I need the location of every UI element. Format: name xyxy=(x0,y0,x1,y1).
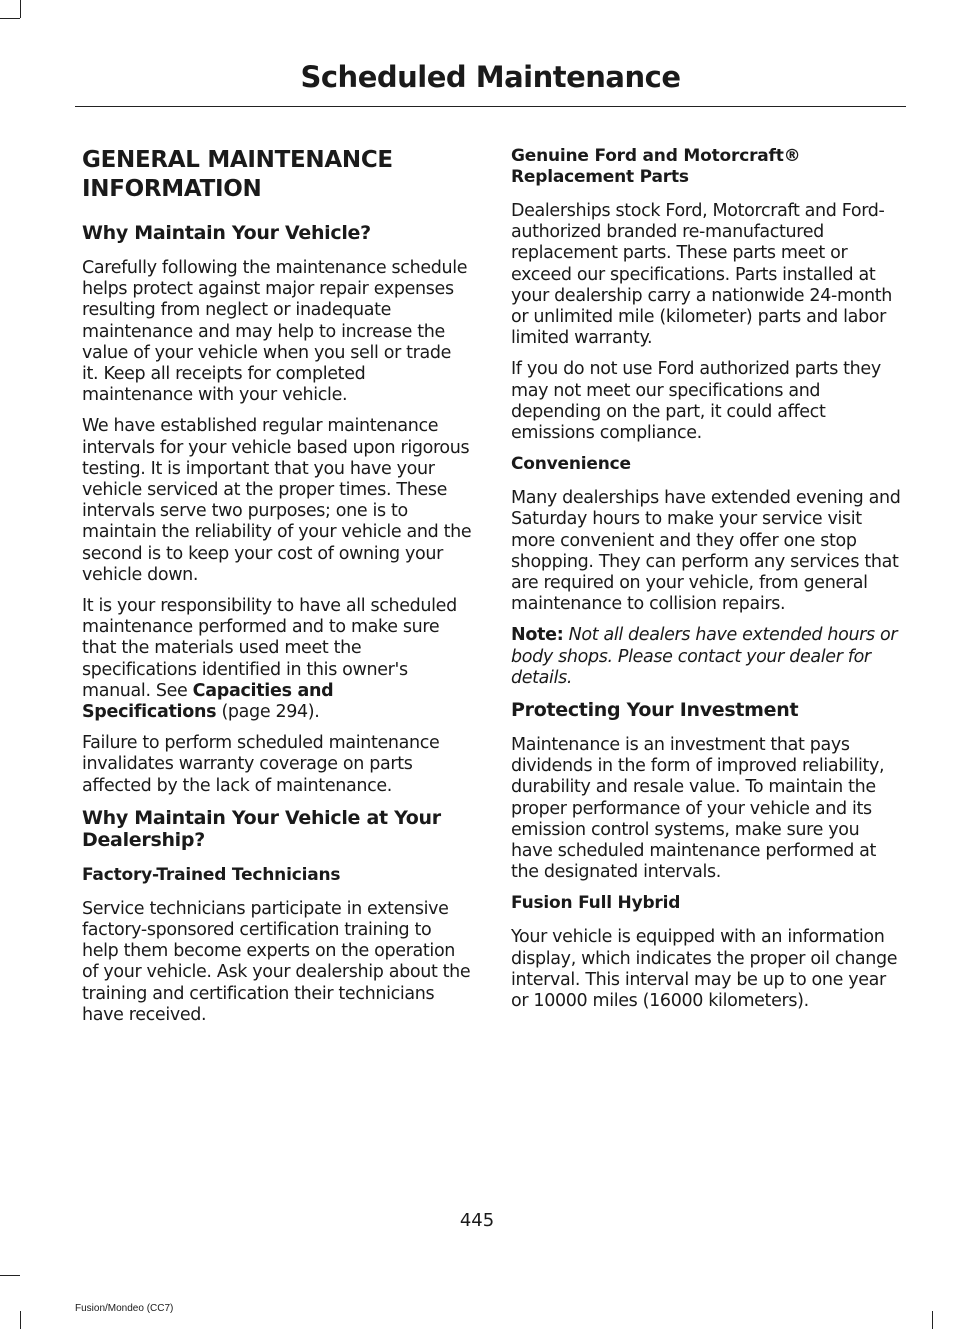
why-maintain-heading: Why Maintain Your Vehicle? xyxy=(82,222,371,244)
left-column xyxy=(82,146,472,1036)
why-p3-end: (page 294). xyxy=(216,702,320,723)
capacities-link[interactable]: Capacities and Specifications xyxy=(82,680,334,723)
section-title: GENERAL MAINTENANCE INFORMATION xyxy=(82,147,393,202)
convenience-paragraph: Many dealerships have extended evening and Saturday hours to make your service visit more convenient and they offer one stop shopping. They can perform any services that are required on your vehicle, from general maintenance to collision repairs. xyxy=(511,488,901,615)
why-paragraph-2: We have established regular maintenance intervals for your vehicle based upon rigorous testing. It is important that you have your vehicle serviced at the proper times. These intervals serve two purposes; one is to maintain the reliability of your vehicle and the second is to keep your cost of owning your vehicle down. xyxy=(82,416,472,585)
protecting-heading: Protecting Your Investment xyxy=(511,699,799,722)
factory-heading: Factory-Trained Technicians xyxy=(82,864,341,885)
crop-mark xyxy=(20,1311,21,1329)
why-p3-start: It is your responsibility to have all scheduled maintenance performed and to make sure that the materials used meet the specifications identified in this owner's manual. See xyxy=(82,596,457,701)
genuine-paragraph-1: Dealerships stock Ford, Motorcraft and Ford-authorized branded re-manufactured replacement parts. These parts meet or exceed our specifications. Parts installed at your dealership carry a nationwide 24-month or unlimited mile (kilometer) parts and labor limited warranty. xyxy=(511,201,892,349)
crop-mark xyxy=(20,0,21,18)
why-paragraph-4: Failure to perform scheduled maintenance invalidates warranty coverage on parts affected by the lack of maintenance. xyxy=(82,733,440,796)
header-divider xyxy=(75,106,906,107)
page-number: 445 xyxy=(459,1210,495,1231)
note-text: Not all dealers have extended hours or body shops. Please contact your dealer for details. xyxy=(511,625,898,688)
genuine-parts-heading: Genuine Ford and Motorcraft® Replacement Parts xyxy=(511,146,801,187)
factory-paragraph: Service technicians participate in extensive factory-sponsored certification training to help them become experts on the operation of your vehicle. Ask your dealership about the training and certification their technicians have received. xyxy=(82,898,471,1025)
why-paragraph-1: Carefully following the maintenance schedule helps protect against major repair expenses resulting from neglect or inadequate maintenance and may help to increase the value of your vehicle when you sell or trade it. Keep all receipts for completed maintenance with your vehicle. xyxy=(82,258,468,406)
note-label: Note: xyxy=(511,625,564,646)
convenience-heading: Convenience xyxy=(511,454,631,475)
crop-mark xyxy=(932,1311,933,1329)
dealership-heading: Why Maintain Your Vehicle at Your Dealership? xyxy=(82,806,441,851)
right-column xyxy=(511,146,903,1022)
fusion-heading: Fusion Full Hybrid xyxy=(511,893,681,914)
why-paragraph-3 xyxy=(82,596,472,723)
footer-label: Fusion/Mondeo (CC7) xyxy=(75,1303,174,1314)
page-title: Scheduled Maintenance xyxy=(300,60,681,94)
note-paragraph xyxy=(511,625,903,689)
protecting-paragraph: Maintenance is an investment that pays dividends in the form of improved reliability, durability and resale value. To maintain the proper performance of your vehicle and its emission control systems, make sure you have scheduled maintenance performed at the designated intervals. xyxy=(511,735,885,883)
genuine-paragraph-2: If you do not use Ford authorized parts they may not meet our specifications and depending on the part, it could affect emissions compliance. xyxy=(511,359,881,444)
crop-mark xyxy=(0,18,20,19)
fusion-paragraph: Your vehicle is equipped with an information display, which indicates the proper oil change interval. This interval may be up to one year or 10000 miles (16000 kilometers). xyxy=(511,927,898,1012)
crop-mark xyxy=(0,1275,20,1276)
